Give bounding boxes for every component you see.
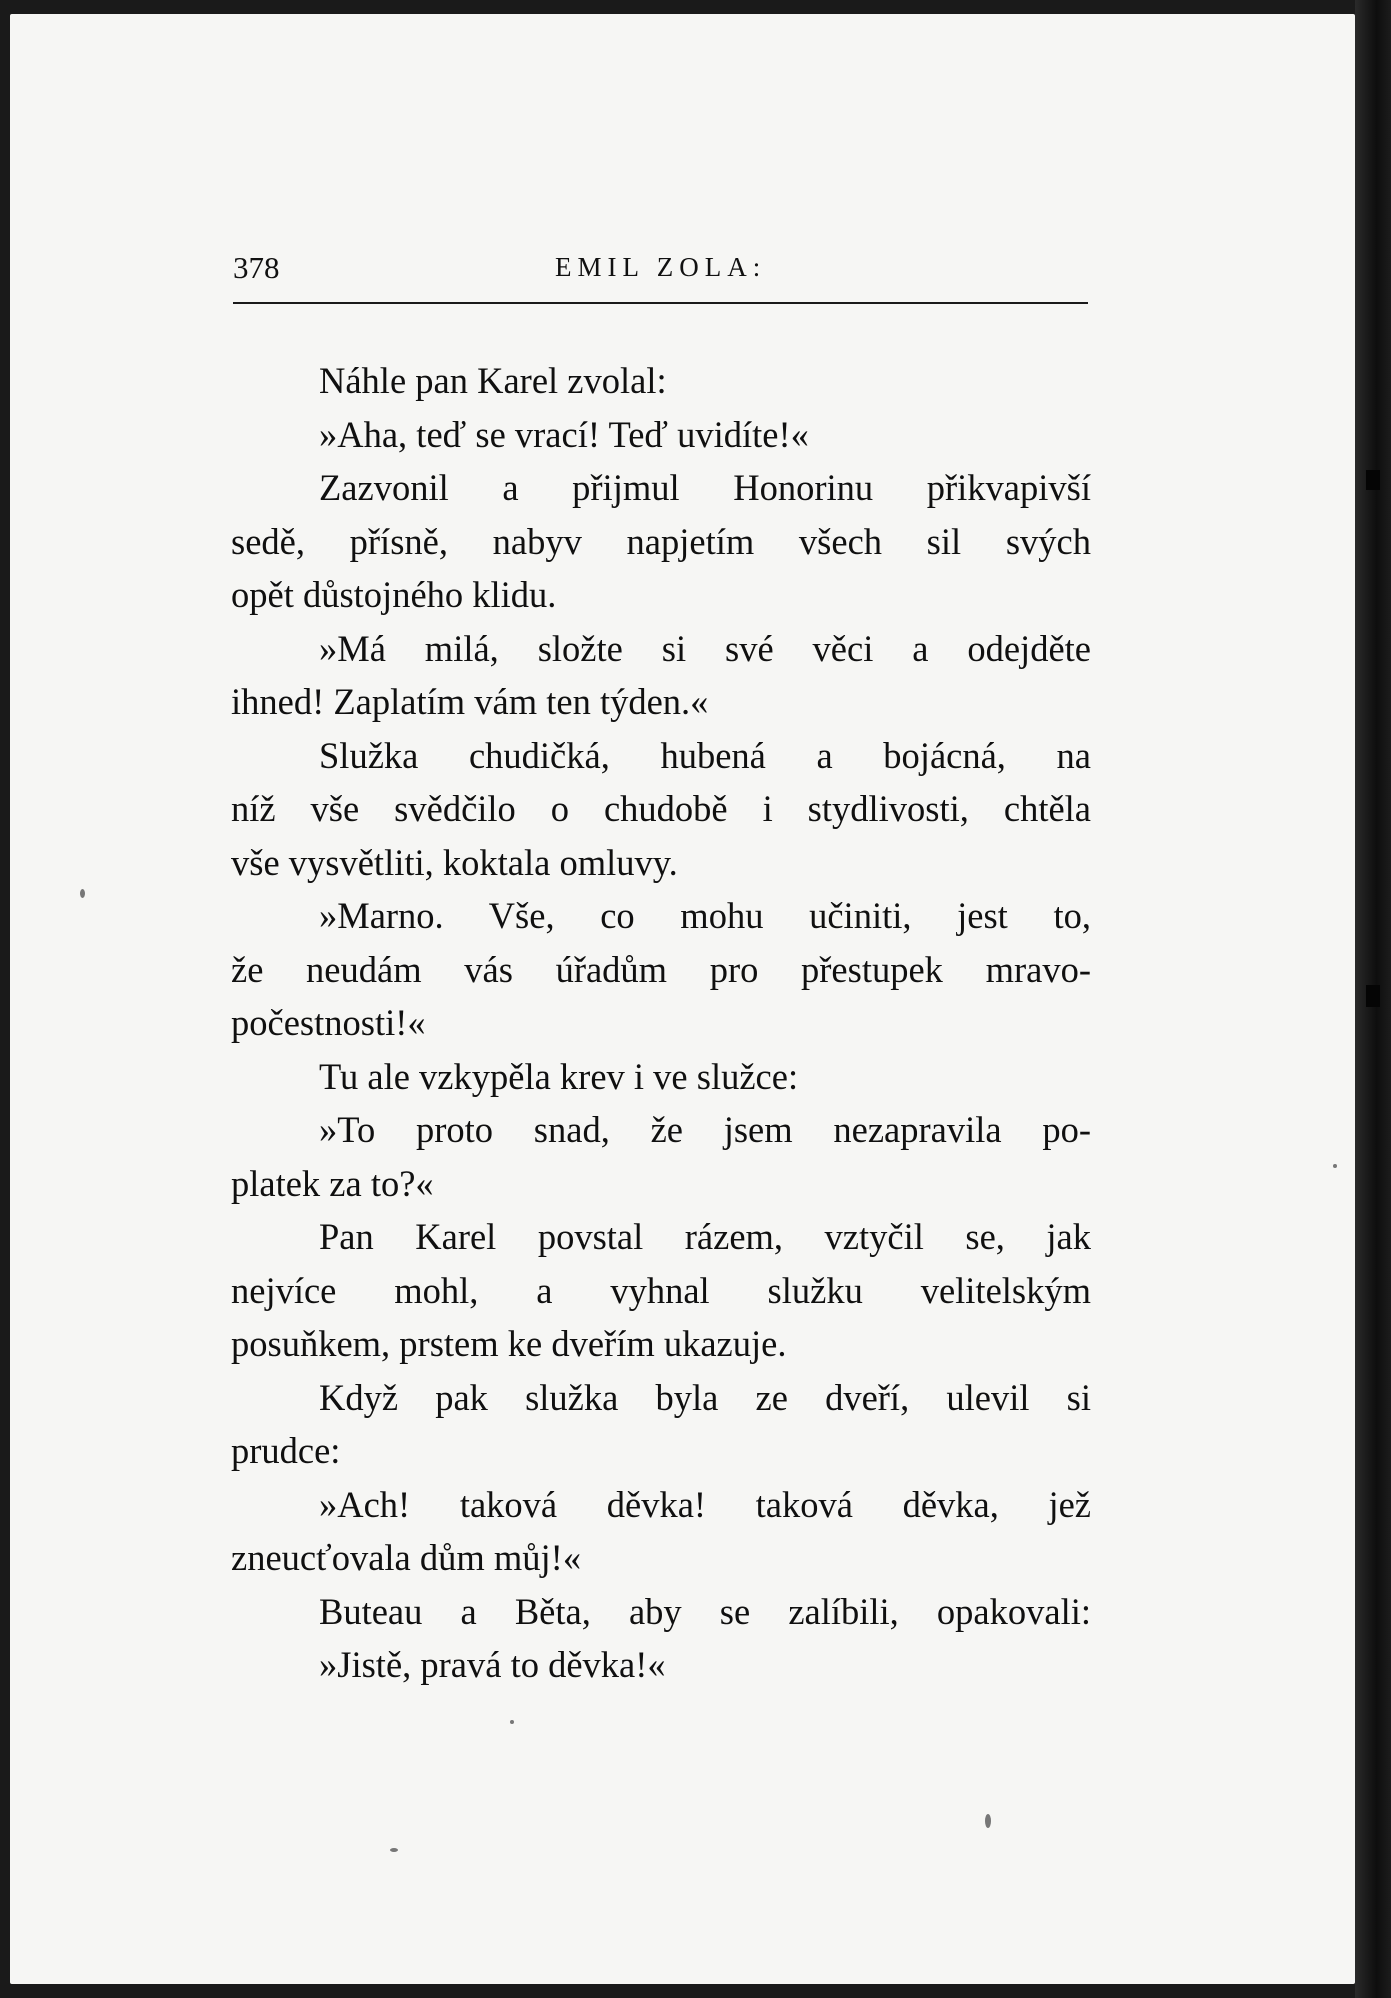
page-header — [233, 246, 1088, 298]
text-line: nejvíce mohl, a vyhnal služku velitelským — [231, 1269, 1091, 1311]
dust-speck — [390, 1848, 398, 1852]
text-line: níž vše svědčilo o chudobě i stydlivosti, chtěla — [231, 788, 1091, 829]
text-line: Pan Karel povstal rázem, vztyčil se, jak — [319, 1216, 1091, 1257]
text-line: »Aha, teď se vrací! Teď uvidíte!« — [319, 413, 809, 455]
text-line: vše vysvětliti, koktala omluvy. — [231, 841, 678, 883]
text-line: »Ach! taková děvka! taková děvka, jež — [319, 1483, 1091, 1525]
text-line: »Má milá, složte si své věci a odejděte — [319, 627, 1091, 669]
text-line: »Jistě, pravá to děvka!« — [319, 1644, 666, 1685]
text-line: »To proto snad, že jsem nezapravila po- — [319, 1109, 1091, 1150]
body-text — [231, 354, 1091, 1692]
text-line: »Marno. Vše, co mohu učiniti, jest to, — [319, 895, 1091, 936]
dust-speck — [510, 1720, 514, 1724]
running-head: EMIL ZOLA: — [555, 252, 767, 282]
text-line: Náhle pan Karel zvolal: — [319, 360, 667, 401]
dust-speck — [80, 889, 85, 898]
text-line: počestnosti!« — [231, 1002, 426, 1043]
text-line: prudce: — [231, 1430, 341, 1471]
text-line: posuňkem, prstem ke dveřím ukazuje. — [231, 1323, 787, 1364]
text-line: že neudám vás úřadům pro přestupek mravo- — [231, 948, 1091, 990]
text-line: opět důstojného klidu. — [231, 574, 557, 615]
text-line: sedě, přísně, nabyv napjetím všech sil svých — [231, 520, 1091, 562]
text-line: Buteau a Běta, aby se zalíbili, opakovali: — [319, 1590, 1091, 1632]
header-rule — [233, 302, 1088, 304]
text-line: Tu ale vzkypěla krev i ve služce: — [319, 1055, 799, 1097]
text-line: Když pak služka byla ze dveří, ulevil si — [319, 1376, 1091, 1418]
text-line: zneucťovala dům můj!« — [231, 1537, 582, 1578]
text-line: Služka chudičká, hubená a bojácná, na — [319, 734, 1091, 776]
dust-speck — [985, 1814, 991, 1828]
text-line: ihned! Zaplatím vám ten týden.« — [231, 681, 709, 722]
text-line: platek za to?« — [231, 1162, 434, 1204]
dust-speck — [1333, 1164, 1337, 1168]
page-edge-notch — [1366, 470, 1380, 490]
page-edge-notch — [1366, 985, 1380, 1007]
text-line: Zazvonil a přijmul Honorinu přikvapivší — [319, 467, 1091, 508]
page-number: 378 — [233, 250, 280, 285]
